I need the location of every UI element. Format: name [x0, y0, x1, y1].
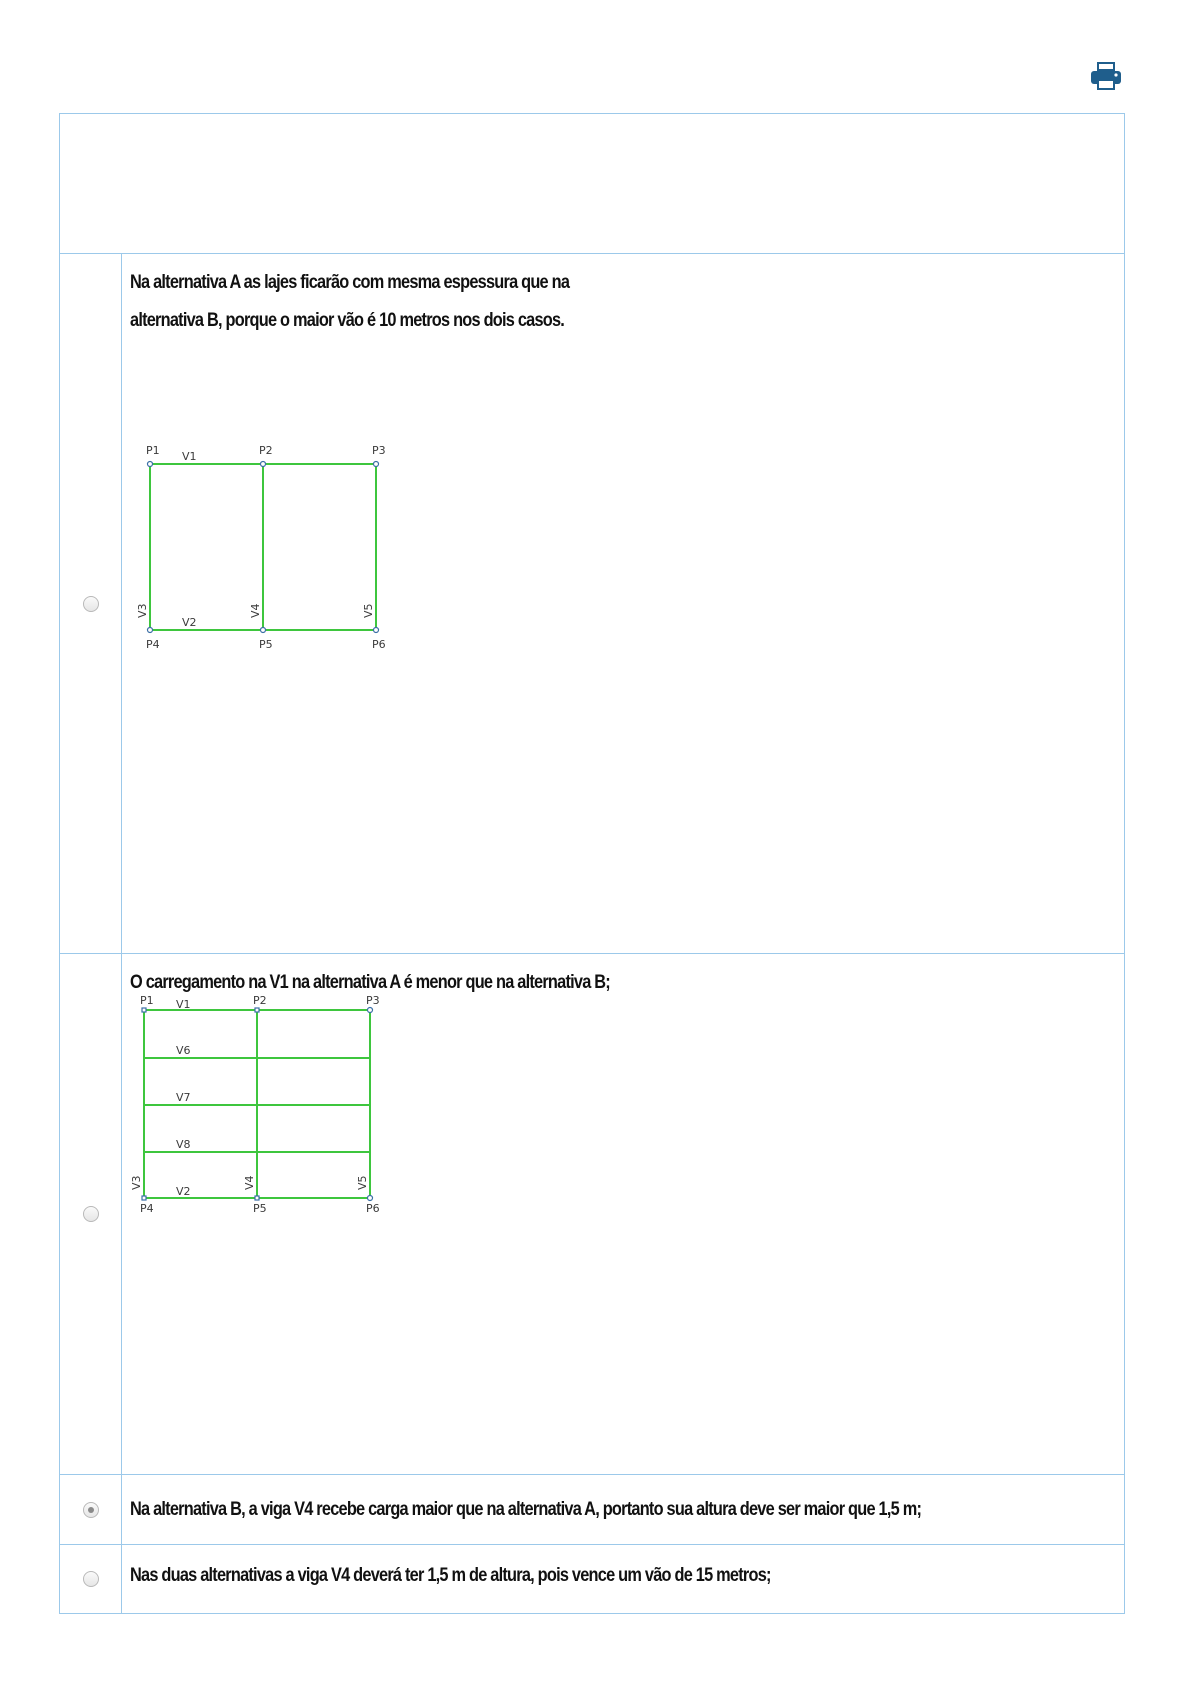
option-content [122, 1545, 1124, 1613]
pillar-label: P6 [366, 1202, 380, 1214]
beam-label: V5 [356, 1175, 369, 1190]
option-content [122, 254, 1124, 953]
option-radio-cell [60, 254, 122, 953]
option-text-3: Na alternativa B, a viga V4 recebe carga maior que na alternativa A, portanto sua altura deve ser maior que 1,5 m; [130, 1499, 922, 1520]
option-radio-3[interactable] [83, 1502, 99, 1518]
option-radio-cell [60, 1545, 122, 1613]
printer-icon [1088, 58, 1124, 94]
option-text-4: Nas duas alternativas a viga V4 deverá ter 1,5 m de altura, pois vence um vão de 15 metros; [130, 1565, 771, 1586]
option-content [122, 1475, 1124, 1544]
pillar-label: P5 [259, 638, 273, 651]
beam-label: V5 [362, 603, 375, 618]
beam-label: V3 [130, 1175, 143, 1190]
beam-label: V4 [249, 603, 262, 618]
option-text-1: Na alternativa A as lajes ficarão com mesma espessura que na alternativa B, porque o maior vão é 10 metros nos dois casos. [130, 272, 570, 331]
beam-label: V3 [136, 603, 149, 618]
beam-label: V4 [243, 1175, 256, 1190]
pillar-label: P5 [253, 1202, 267, 1214]
beam-label: V7 [176, 1091, 191, 1104]
beam-label: V1 [182, 450, 197, 463]
option-row-3 [60, 1475, 1124, 1545]
beam-label: V1 [176, 998, 191, 1011]
pillar-label: P6 [372, 638, 386, 651]
option-radio-cell [60, 1475, 122, 1544]
beam-label: V6 [176, 1044, 191, 1057]
option-radio-cell [60, 954, 122, 1474]
structural-plan-diagram-b [130, 994, 390, 1214]
beam-label: V2 [182, 616, 197, 629]
option-radio-2[interactable] [83, 1206, 99, 1222]
option-radio-4[interactable] [83, 1571, 99, 1587]
print-button[interactable] [1088, 58, 1124, 94]
pillar-label: P3 [372, 444, 386, 457]
question-options-table [59, 113, 1125, 1614]
question-header [60, 114, 1124, 254]
pillar-label: P2 [253, 994, 267, 1007]
pillar-label: P1 [146, 444, 160, 457]
pillar-label: P3 [366, 994, 380, 1007]
beam-label: V8 [176, 1138, 191, 1151]
pillar-label: P4 [140, 1202, 154, 1214]
option-radio-1[interactable] [83, 596, 99, 612]
option-row-2 [60, 954, 1124, 1475]
option-row-1 [60, 254, 1124, 954]
option-content [122, 954, 1124, 1474]
pillar-label: P1 [140, 994, 154, 1007]
pillar-label: P2 [259, 444, 273, 457]
beam-label: V2 [176, 1185, 191, 1198]
option-row-4 [60, 1545, 1124, 1613]
option-text-2: O carregamento na V1 na alternativa A é menor que na alternativa B; [130, 972, 610, 993]
pillar-label: P4 [146, 638, 160, 651]
structural-plan-diagram-a [130, 436, 390, 666]
